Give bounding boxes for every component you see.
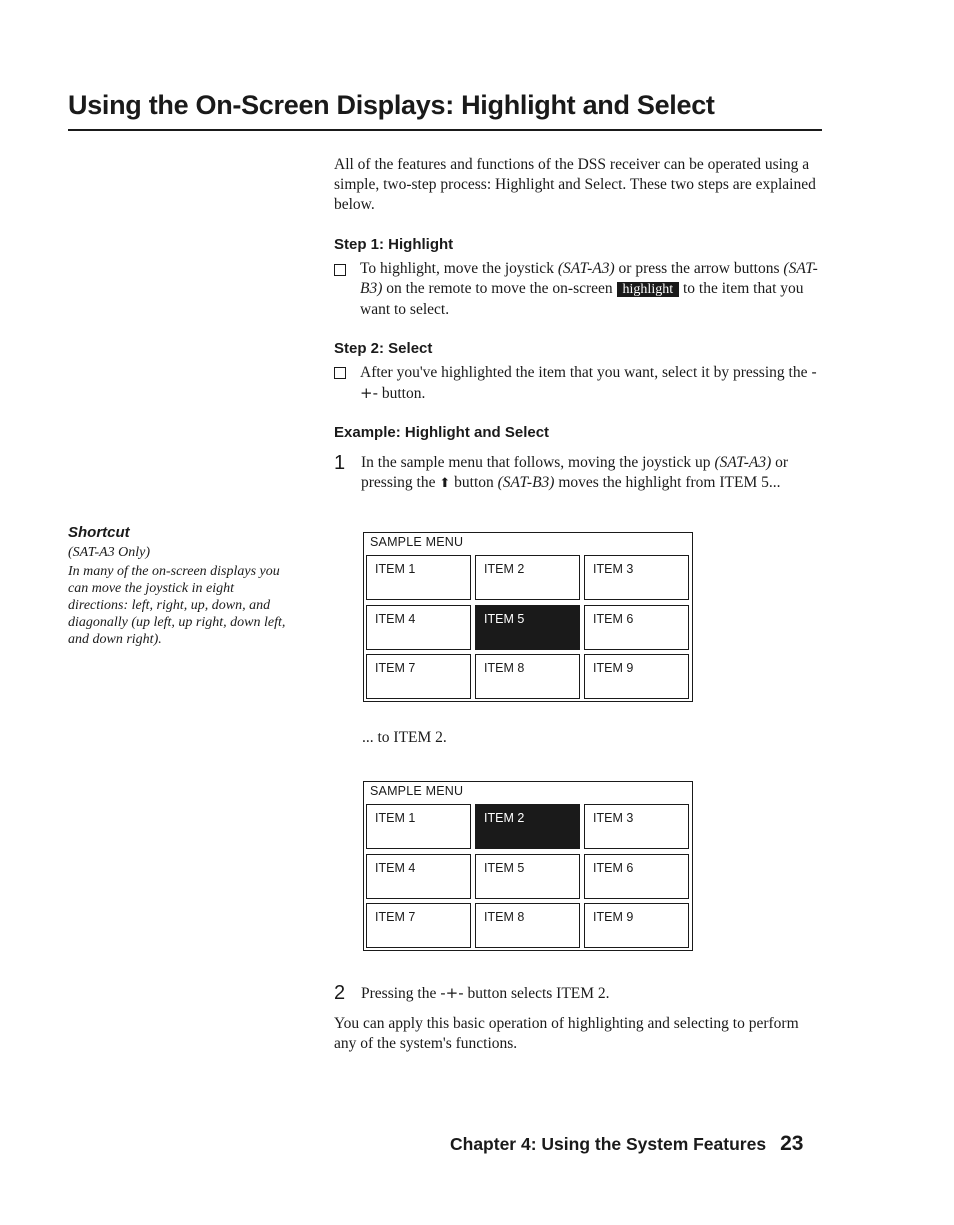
menu-title: SAMPLE MENU: [370, 535, 464, 549]
menu-item: ITEM 1: [366, 555, 471, 600]
chapter-title: Chapter 4: Using the System Features: [450, 1134, 767, 1154]
menu-item: ITEM 8: [475, 903, 580, 948]
up-arrow-icon: ⬆: [439, 476, 451, 491]
menu-item-highlighted: ITEM 2: [475, 804, 580, 849]
shortcut-subheading: (SAT-A3 Only): [68, 545, 151, 560]
page-title: Using the On-Screen Displays: Highlight and Select: [68, 90, 715, 120]
title-rule: [68, 129, 822, 131]
example-item-1-text: In the sample menu that follows, moving the joystick up (SAT-A3) or pressing the ⬆ button (SAT-B3) moves the highlight from ITEM 5...: [361, 454, 789, 491]
menu-item: ITEM 4: [366, 605, 471, 650]
menu-item: ITEM 3: [584, 555, 689, 600]
to-item-text: ... to ITEM 2.: [362, 729, 447, 746]
shortcut-text: In many of the on-screen displays you can move the joystick in eight directions: left, right, up, down, and diagonally (up left, up right, down left, and down right).: [68, 564, 286, 647]
example-item-2: [334, 983, 826, 1004]
select-button-icon: -+-: [440, 984, 464, 1002]
menu-item: ITEM 1: [366, 804, 471, 849]
menu-item: ITEM 9: [584, 654, 689, 699]
step-number: 1: [334, 452, 346, 474]
example-item-1: [334, 453, 826, 494]
menu-item: ITEM 8: [475, 654, 580, 699]
step2-text: After you've highlighted the item that you want, select it by pressing the -+- button.: [360, 363, 817, 402]
example-heading: Example: Highlight and Select: [334, 424, 550, 441]
example-item-2-text: Pressing the -+- button selects ITEM 2.: [361, 984, 610, 1002]
step2-heading: Step 2: Select: [334, 340, 433, 357]
closing-paragraph: You can apply this basic operation of highlighting and selecting to perform any of the system's functions.: [334, 1015, 799, 1052]
menu-item: ITEM 6: [584, 605, 689, 650]
checkbox-bullet-icon: [334, 367, 346, 379]
sample-menu-before: [363, 532, 693, 702]
checkbox-bullet-icon: [334, 264, 346, 276]
menu-item: ITEM 9: [584, 903, 689, 948]
intro-paragraph: All of the features and functions of the DSS receiver can be operated using a simple, two-step process: Highlight and Select. These two steps are explained below.: [334, 156, 816, 213]
shortcut-heading: Shortcut: [68, 524, 130, 541]
menu-item: ITEM 7: [366, 654, 471, 699]
menu-item: ITEM 7: [366, 903, 471, 948]
menu-item: ITEM 4: [366, 854, 471, 899]
menu-item: ITEM 6: [584, 854, 689, 899]
step1-heading: Step 1: Highlight: [334, 236, 454, 253]
page-number: 23: [780, 1132, 804, 1155]
page-footer: [450, 1132, 803, 1156]
highlight-sample: highlight: [617, 282, 680, 297]
menu-title: SAMPLE MENU: [370, 784, 464, 798]
menu-item: ITEM 5: [475, 854, 580, 899]
menu-item-highlighted: ITEM 5: [475, 605, 580, 650]
step-number: 2: [334, 982, 346, 1004]
sample-menu-after: [363, 781, 693, 951]
menu-item: ITEM 3: [584, 804, 689, 849]
menu-item: ITEM 2: [475, 555, 580, 600]
step1-item: [334, 259, 826, 320]
select-button-icon: -+-: [360, 363, 817, 402]
step1-text: To highlight, move the joystick (SAT-A3) or press the arrow buttons (SAT-B3) on the remote to move the on-screen highlight to the item that you want to select.: [360, 260, 818, 318]
step2-item: [334, 362, 826, 404]
